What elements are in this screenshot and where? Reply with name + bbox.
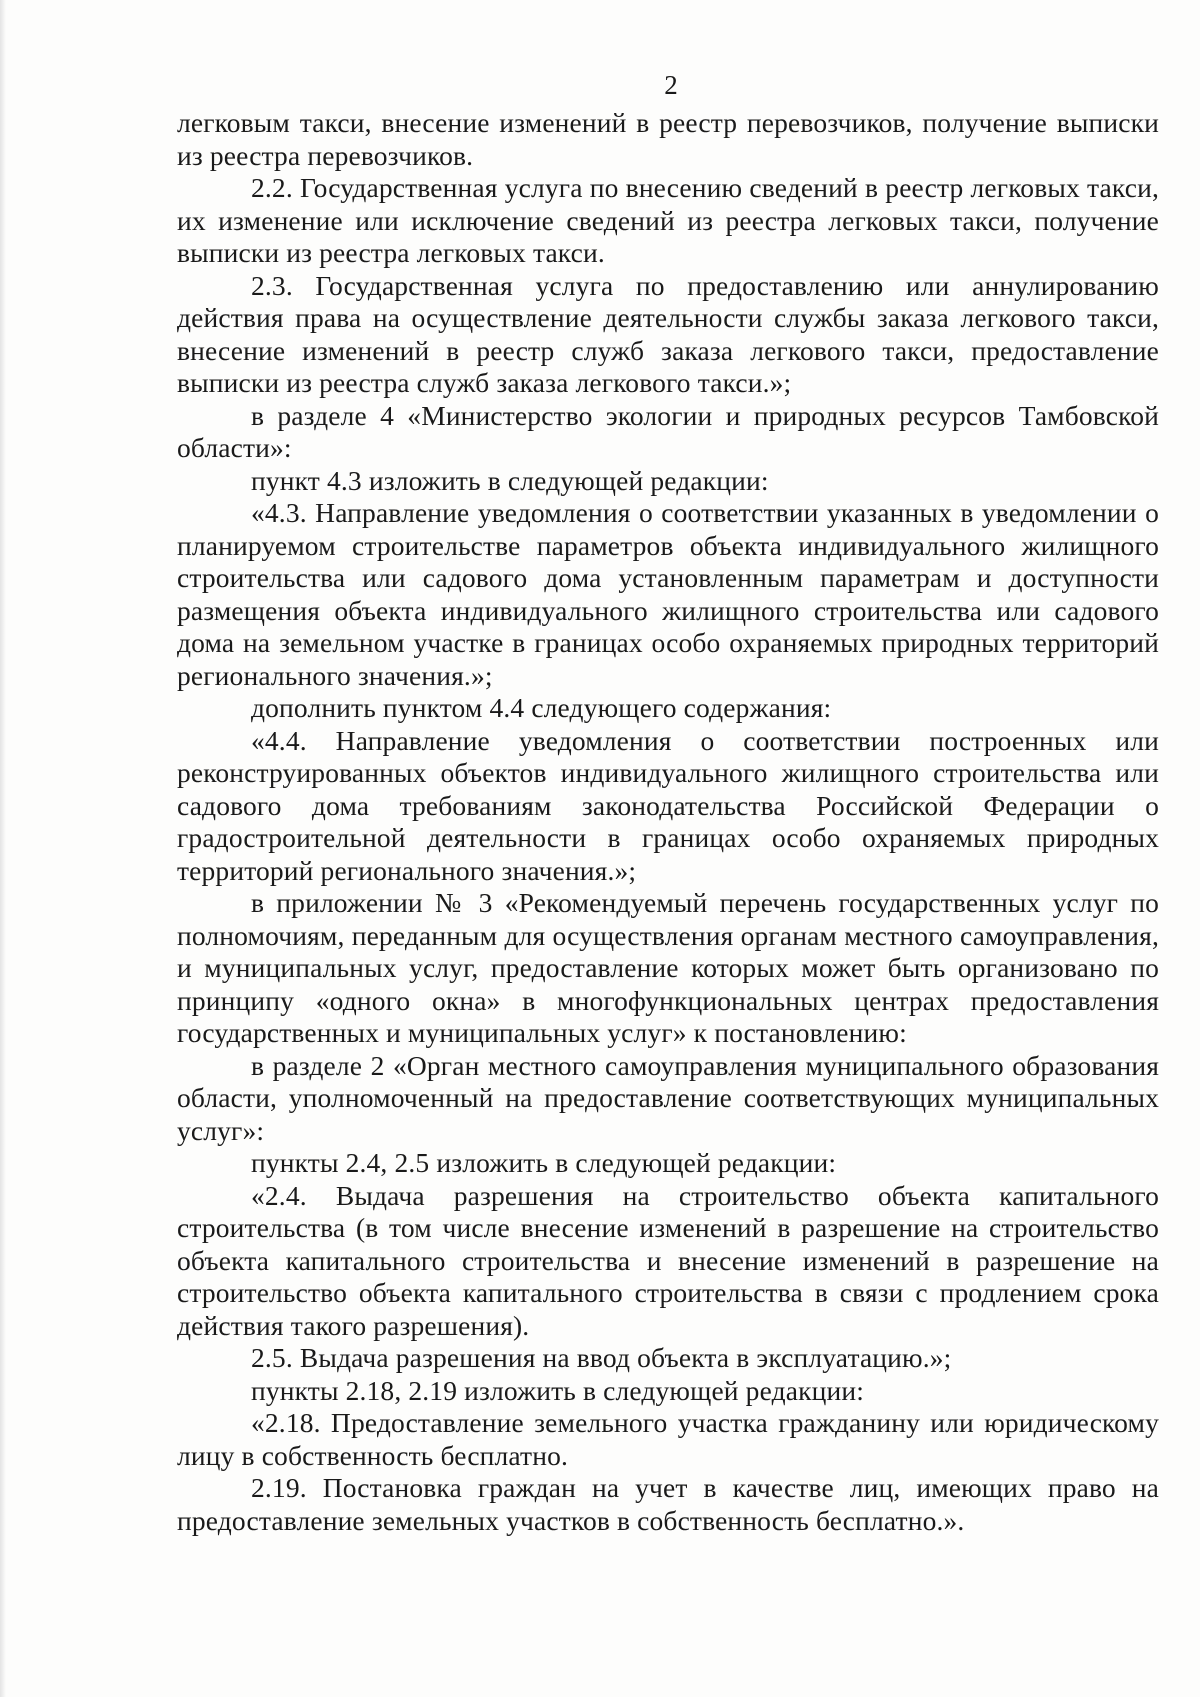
paragraph-item-2-18: «2.18. Предоставление земельного участка гражданину или юридическому лицу в собственность бесплатно. [177, 1407, 1159, 1471]
paragraph-item-2-4: «2.4. Выдача разрешения на строительство объекта капитального строительства (в том числе внесение изменений в разрешение на строительство объекта капитального строительства и внесение изменений в разрешение на строительство объекта капитального строительства в связи с продлением срока действия такого разрешения). [177, 1179, 1159, 1341]
scan-edge-shadow [0, 0, 6, 1697]
paragraph-points-2-18-2-19-intro: пункты 2.18, 2.19 изложить в следующей редакции: [251, 1374, 864, 1406]
paragraph-item-2-2: 2.2. Государственная услуга по внесению сведений в реестр легковых такси, их изменение или исключение сведений из реестра легковых такси, получение выписки из реестра легковых такси. [177, 172, 1159, 268]
paragraph-points-2-4-2-5-intro: пункты 2.4, 2.5 изложить в следующей редакции: [251, 1147, 837, 1178]
paragraph-section-4: в разделе 4 «Министерство экологии и природных ресурсов Тамбовской области»: [177, 399, 1159, 463]
paragraph-item-4-3: «4.3. Направление уведомления о соответствии указанных в уведомлении о планируемом строительстве параметров объекта индивидуального жилищного строительства или садового дома установленным параметрам и доступности размещения объекта индивидуального жилищного строительства или садового дома на земельном участке в границах особо охраняемых природных территорий регионального значения.»; [177, 497, 1159, 691]
paragraph-item-4-4: «4.4. Направление уведомления о соответствии построенных или реконструированных объектов индивидуального жилищного строительства или садового дома требованиям законодательства Российской Федерации о градостроительной деятельности в границах особо охраняемых природных территорий регионального значения.»; [177, 724, 1159, 886]
paragraph-point-4-4-intro: дополнить пунктом 4.4 следующего содержания: [251, 692, 832, 723]
paragraph-continuation: легковым такси, внесение изменений в реестр перевозчиков, получение выписки из реестра перевозчиков. [177, 107, 1159, 171]
page-number: 2 [664, 70, 678, 100]
paragraph-appendix-3: в приложении № 3 «Рекомендуемый перечень государственных услуг по полномочиям, переданным для осуществления органам местного самоуправления, и муниципальных услуг, предоставление которых может быть организовано по принципу «одного окна» в многофункциональных центрах предоставления государственных и муниципальных услуг» к постановлению: [177, 887, 1159, 1048]
paragraph-item-2-19: 2.19. Постановка граждан на учет в качестве лиц, имеющих право на предоставление земельных участков в собственность бесплатно.». [177, 1472, 1159, 1536]
paragraph-point-4-3-intro: пункт 4.3 изложить в следующей редакции: [251, 464, 769, 496]
paragraph-item-2-3: 2.3. Государственная услуга по предоставлению или аннулированию действия права на осуществление деятельности службы заказа легкового такси, внесение изменений в реестр служб заказа легкового такси, предоставление выписки из реестра служб заказа легкового такси.»; [177, 269, 1159, 398]
document-body [177, 107, 1159, 1537]
paragraph-item-2-5: 2.5. Выдача разрешения на ввод объекта в эксплуатацию.»; [251, 1342, 952, 1373]
paragraph-section-2: в разделе 2 «Орган местного самоуправления муниципального образования области, уполномоченный на предоставление соответствующих муниципальных услуг»: [177, 1049, 1159, 1146]
